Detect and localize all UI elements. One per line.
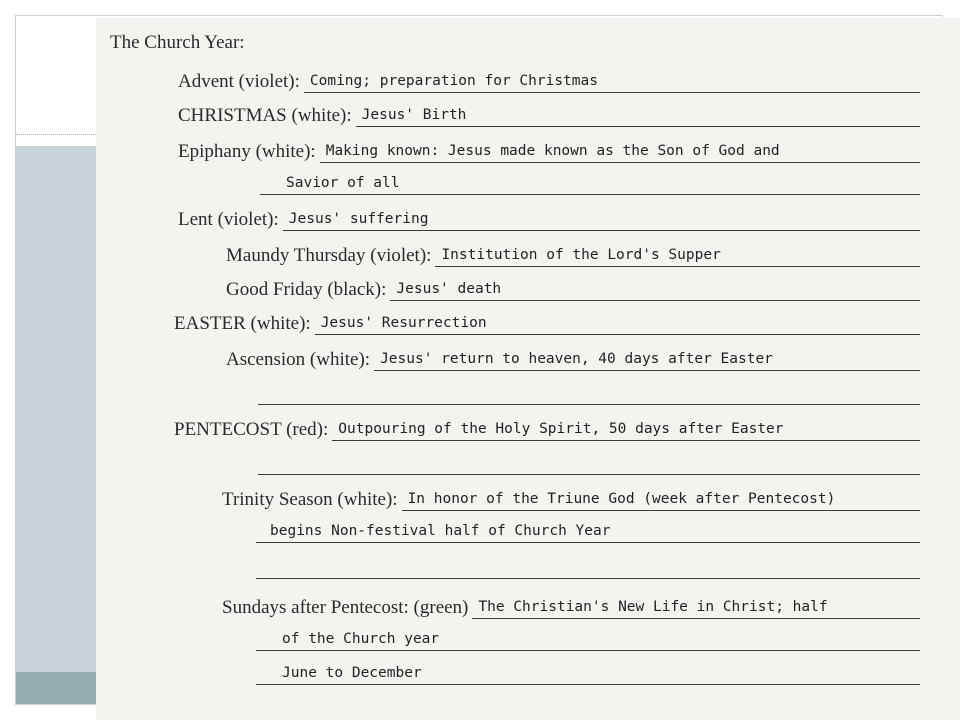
entry-answer: Jesus' Resurrection	[320, 315, 487, 331]
entry-answer: Coming; preparation for Christmas	[309, 73, 598, 89]
answer-line	[304, 68, 920, 93]
answer-line	[472, 594, 920, 619]
slide-footer-bar	[16, 672, 96, 704]
entry-advent	[178, 68, 920, 93]
entry-sundays-after-pentecost	[222, 594, 920, 619]
entry-sundays-continuation-2	[256, 660, 920, 685]
entry-label: Maundy Thursday (violet):	[226, 245, 432, 266]
blank-answer-line	[258, 450, 920, 475]
answer-line	[315, 310, 920, 335]
entry-lent	[178, 206, 920, 231]
entry-answer-continued: June to December	[282, 665, 422, 681]
blank-answer-line	[256, 554, 920, 579]
entry-answer-continued: of the Church year	[282, 631, 440, 647]
slide-side-panel	[16, 146, 96, 672]
entry-label: Epiphany (white):	[178, 141, 316, 162]
entry-good-friday	[226, 276, 920, 301]
entry-answer: In honor of the Triune God (week after Pentecost)	[407, 491, 836, 507]
answer-line	[356, 102, 920, 127]
answer-line	[374, 346, 920, 371]
entry-answer: Institution of the Lord's Supper	[441, 247, 721, 263]
entry-maundy-thursday	[226, 242, 920, 267]
header-divider	[16, 134, 96, 135]
entry-pentecost	[174, 416, 920, 441]
entry-trinity-continuation	[256, 518, 920, 543]
entry-label: Good Friday (black):	[226, 279, 387, 300]
entry-answer: Jesus' suffering	[288, 211, 429, 227]
entry-label: CHRISTMAS (white):	[178, 105, 352, 126]
entry-answer: Jesus' death	[396, 281, 502, 297]
answer-line	[320, 138, 920, 163]
entry-easter	[174, 310, 920, 335]
entry-label: PENTECOST (red):	[174, 419, 329, 440]
answer-line	[402, 486, 920, 511]
entry-label: Advent (violet):	[178, 71, 300, 92]
entry-label: Sundays after Pentecost: (green)	[222, 597, 469, 618]
entry-answer: Jesus' Birth	[361, 107, 467, 123]
blank-answer-line	[258, 380, 920, 405]
entry-sundays-continuation	[256, 626, 920, 651]
entry-answer-continued: begins Non-festival half of Church Year	[270, 523, 611, 539]
answer-line	[435, 242, 920, 267]
worksheet-title: The Church Year:	[110, 32, 245, 53]
entry-christmas	[178, 102, 920, 127]
entry-epiphany	[178, 138, 920, 163]
answer-line	[390, 276, 920, 301]
entry-label: Ascension (white):	[226, 349, 371, 370]
entry-label: EASTER (white):	[174, 313, 311, 334]
entry-trinity-season	[222, 486, 920, 511]
entry-answer-continued: Savior of all	[286, 175, 400, 191]
entry-answer: Jesus' return to heaven, 40 days after Easter	[380, 351, 773, 367]
entry-label: Trinity Season (white):	[222, 489, 398, 510]
entry-answer: The Christian's New Life in Christ; half	[478, 599, 828, 615]
entry-answer: Outpouring of the Holy Spirit, 50 days after Easter	[338, 421, 784, 437]
entry-label: Lent (violet):	[178, 209, 279, 230]
entry-answer: Making known: Jesus made known as the Son of God and	[325, 143, 780, 159]
entry-ascension	[226, 346, 920, 371]
worksheet-scan	[96, 18, 960, 720]
answer-line	[283, 206, 920, 231]
answer-line	[332, 416, 920, 441]
entry-epiphany-continuation	[260, 170, 920, 195]
